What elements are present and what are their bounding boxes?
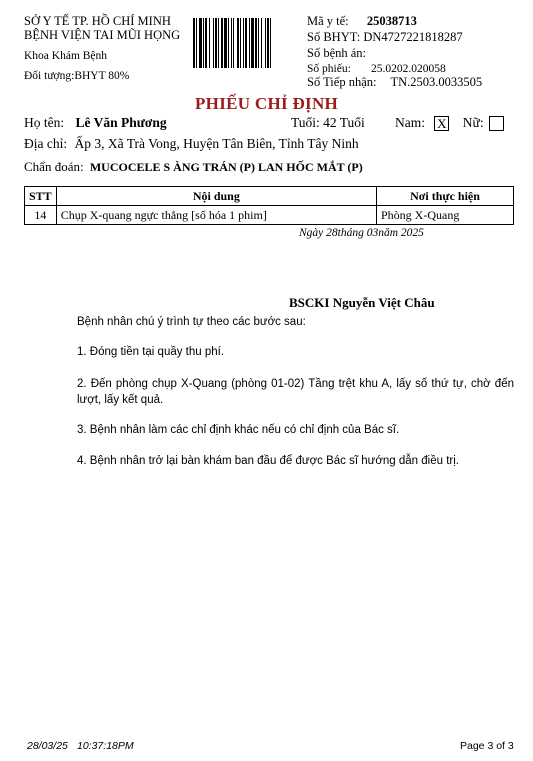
record-label: Số bệnh án: (307, 46, 367, 60)
name-label: Họ tên: (24, 115, 65, 130)
diagnosis-row (24, 159, 363, 175)
instruction-step-2: 2. Đến phòng chụp X-Quang (phòng 01-02) Tầng trệt khu A, lấy số thứ tự, chờ đến lượt, lấy kết quả. (77, 378, 514, 406)
header-content: Nội dung (56, 187, 376, 206)
org-line-2: BỆNH VIỆN TAI MŨI HỌNG (24, 28, 181, 42)
diagnosis-label: Chẩn đoán: (24, 159, 84, 174)
patient-name: Lê Văn Phương (75, 115, 167, 130)
patient-name-row (24, 115, 167, 131)
department: Khoa Khám Bệnh (24, 50, 108, 62)
instruction-step-1: 1. Đóng tiền tại quầy thu phí. (77, 346, 225, 358)
patient-age: 42 Tuổi (323, 115, 365, 130)
medical-id: 25038713 (366, 14, 417, 28)
date-line: Ngày 28tháng 03năm 2025 (299, 227, 424, 239)
table-header-row (25, 187, 514, 206)
subject: Đối tượng:BHYT 80% (24, 70, 130, 82)
insurance-row (307, 30, 463, 44)
header-stt: STT (25, 187, 57, 206)
slip-label: Số phiếu: (307, 63, 351, 75)
slip-number: 25.0202.020058 (371, 63, 446, 75)
footer-time: 10:37:18PM (77, 740, 134, 752)
address-row (24, 136, 359, 152)
footer-date: 28/03/25 (27, 740, 68, 752)
slip-row (307, 61, 446, 76)
reception-number: TN.2503.0033505 (390, 75, 483, 89)
page-title: PHIẾU CHỈ ĐỊNH (195, 94, 339, 113)
gender-row (395, 115, 504, 131)
address-label: Địa chỉ: (24, 136, 68, 151)
female-label: Nữ: (462, 115, 484, 130)
header-place: Nơi thực hiện (377, 187, 514, 206)
row-stt: 14 (25, 206, 57, 225)
reception-label: Số Tiếp nhận: (307, 75, 377, 89)
insurance-label: Số BHYT: (307, 30, 361, 44)
record-row (307, 46, 366, 60)
age-row (291, 115, 365, 131)
male-label: Nam: (395, 115, 425, 130)
instruction-step-3: 3. Bệnh nhân làm các chỉ định khác nếu có chỉ định của Bác sĩ. (77, 424, 400, 436)
patient-address: Ấp 3, Xã Trà Vong, Huyện Tân Biên, Tỉnh Tây Ninh (74, 136, 359, 151)
table-row (25, 206, 514, 225)
orders-table (24, 186, 514, 225)
instruction-step-4: 4. Bệnh nhân trở lại bàn khám ban đầu để được Bác sĩ hướng dẫn điều trị. (77, 455, 459, 467)
barcode (193, 18, 299, 68)
insurance-number: DN4727221818287 (363, 30, 463, 44)
footer-page: Page 3 of 3 (460, 740, 514, 752)
row-content: Chụp X-quang ngực thẳng [số hóa 1 phim] (56, 206, 376, 225)
medical-id-row (307, 14, 417, 28)
row-place: Phòng X-Quang (377, 206, 514, 225)
barcode-bar (271, 18, 273, 68)
female-checkbox[interactable] (489, 116, 504, 131)
male-checkbox[interactable]: X (434, 116, 449, 131)
medical-id-label: Mã y tế: (307, 14, 349, 28)
age-label: Tuổi: (291, 115, 320, 130)
reception-row (307, 75, 482, 89)
instructions-intro: Bệnh nhân chú ý trình tự theo các bước sau: (77, 316, 306, 328)
doctor-name: BSCKI Nguyễn Việt Châu (289, 295, 435, 310)
org-line-1: SỞ Y TẾ TP. HỒ CHÍ MINH (24, 14, 171, 28)
diagnosis-text: MUCOCELE S ÀNG TRÁN (P) LAN HỐC MẮT (P) (89, 160, 363, 174)
